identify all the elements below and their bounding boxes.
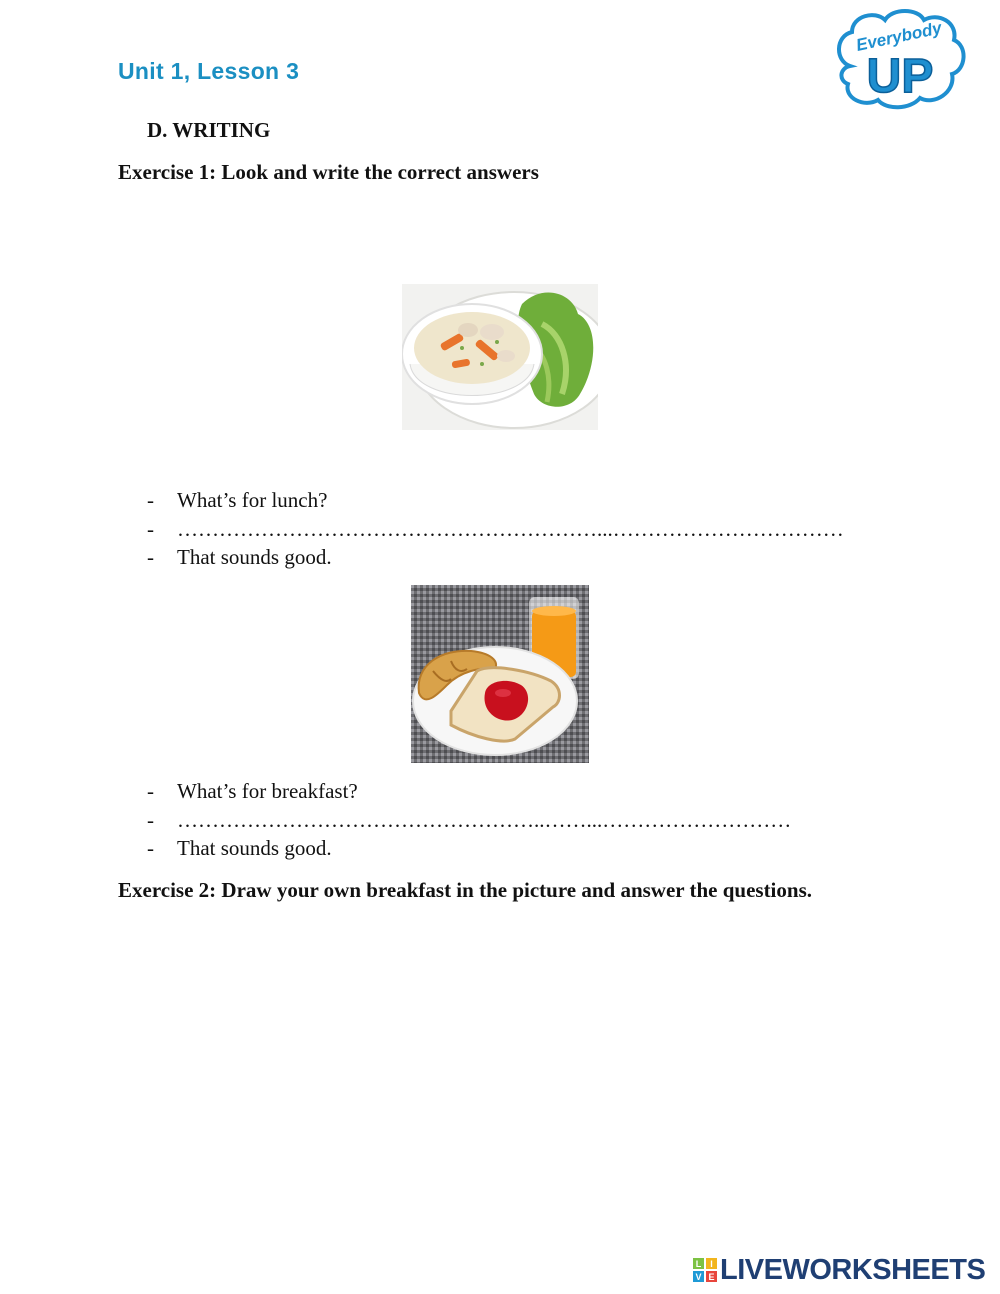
everybody-up-logo xyxy=(830,6,970,114)
dialogue-2-line-3 xyxy=(147,836,332,861)
section-title: D. WRITING xyxy=(147,118,271,142)
liveworksheets-brand: LIVEWORKSHEETS xyxy=(720,1253,986,1286)
dash: - xyxy=(147,779,154,803)
dialogue-1-line-1 xyxy=(147,488,327,513)
dialogue-1-line-2 xyxy=(147,517,844,542)
dash: - xyxy=(147,836,154,860)
svg-text:Everybody: Everybody xyxy=(854,18,944,55)
dialogue-2-line-2 xyxy=(147,808,791,833)
dash: - xyxy=(147,808,154,832)
soup-salad-photo xyxy=(402,284,598,430)
exercise-1-title: Exercise 1: Look and write the correct answers xyxy=(118,160,539,184)
dialogue-2-line-1 xyxy=(147,779,358,804)
svg-text:UP: UP xyxy=(866,50,934,103)
answer-blank-2[interactable]: ……………………………………………..……...……………………… xyxy=(177,808,792,832)
dash: - xyxy=(147,517,154,541)
dash: - xyxy=(147,545,154,569)
exercise-2-title: Exercise 2: Draw your own breakfast in the picture and answer the questions. xyxy=(118,878,812,902)
answer-blank-1[interactable]: ……………………………………………………...…………………………… xyxy=(177,517,844,541)
question-breakfast: What’s for breakfast? xyxy=(177,779,358,803)
liveworksheets-logo xyxy=(693,1254,985,1286)
unit-title: Unit 1, Lesson 3 xyxy=(118,58,300,84)
response-text: That sounds good. xyxy=(177,836,332,860)
live-grid-icon xyxy=(693,1258,717,1282)
dash: - xyxy=(147,488,154,512)
svg-text:I: I xyxy=(710,1259,713,1269)
svg-text:V: V xyxy=(695,1272,702,1282)
breakfast-photo xyxy=(411,585,589,763)
dialogue-1-line-3 xyxy=(147,545,332,570)
response-text: That sounds good. xyxy=(177,545,332,569)
svg-text:E: E xyxy=(708,1272,715,1282)
svg-text:L: L xyxy=(695,1259,702,1269)
question-lunch: What’s for lunch? xyxy=(177,488,328,512)
